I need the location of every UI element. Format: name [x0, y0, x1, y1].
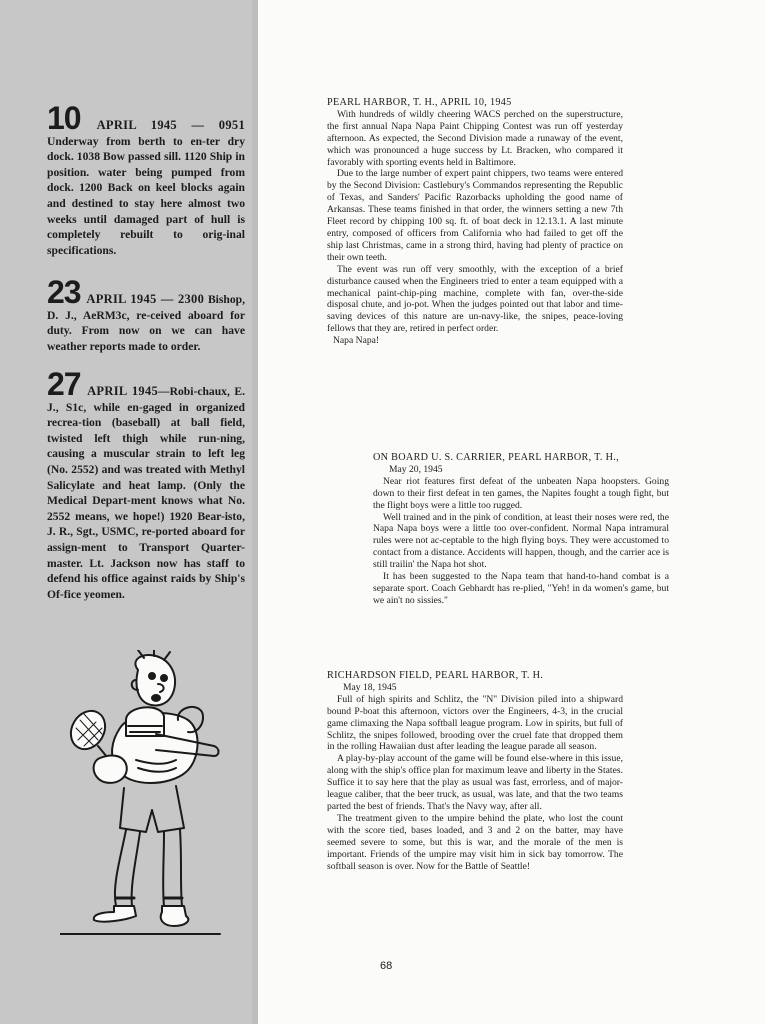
log-header: APRIL 1945 — 0951	[96, 118, 245, 132]
article-signoff: Napa Napa!	[333, 335, 380, 347]
log-day: 10	[47, 100, 81, 136]
article-dateline: RICHARDSON FIELD, PEARL HARBOR, T. H.	[327, 670, 544, 681]
article-paragraph: With hundreds of wildly cheering WACS perched on the superstructure, the first annual Napa Napa Paint Chipping Contest was run off yesterday afternoon. As expected, the Second Division made a runaway of the event, which was pronounced a huge success by Lt. Bracken, who compared it favorably with sporting events held in Baltimore.	[327, 108, 623, 168]
log-text: Bishop, D. J., AeRM3c, re-ceived aboard for duty. From now on we can have weather reports made to order.	[47, 293, 246, 353]
log-text: Underway from berth to en-ter dry dock. 1038 Bow passed sill. 1120 Ship in position. water being pumped from dock. 1200 Back on keel blocks again and destined to stay here almost two weeks until damaged part of hull is completely rebuilt to orig-inal specifications.	[47, 134, 245, 257]
log-day: 27	[47, 366, 81, 402]
article-paragraph: Well trained and in the pink of condition, at least their noses were red, the Napa Napa boys were a little too over-confident. Normal Napa intramural rules were not ac-ceptable to the high flying boys. They were accustomed to contact from a distance. Accidents will happen, though, and the carrier ace is still trailin' the Napa hot shot.	[373, 511, 669, 571]
log-text: —Robi-chaux, E. J., S1c, while en-gaged in organized recrea-tion (baseball) at ball field, twisted left thigh while run-ning, causing a muscular strain to left leg (No. 2552) and was treated with Methyl Salicylate and heat lamp. (Only the Medical Depart-ment knows what No. 2552 means, we hope!) 1920 Bear-isto, J. R., Sgt., USMC, re-ported aboard for assign-ment to Transport Quarter-master. Lt. Jackson now has staff to defend his office against raids by Ship's Of-fice yeomen.	[47, 385, 246, 601]
log-day: 23	[47, 274, 81, 310]
article-paragraph: A play-by-play account of the game will be found else-where in this issue, along with the ship's office plan for maximum leave and liberty in the States. Suffice it to say here that the play as usual was fast, errorless, and of major-league caliber, that the beer truck, as usual, was late, and that the two teams parted the best of friends. That's the Navy way, after all.	[327, 753, 623, 812]
log-entry	[47, 274, 246, 354]
article-date: May 18, 1945	[343, 681, 397, 693]
sidebar-edge	[252, 0, 258, 1024]
article-paragraph: It has been suggested to the Napa team that hand-to-hand combat is a separate sport. Coach Gebhardt has re-plied, "Yeh! in da women's game, but we ain't no sissies."	[373, 571, 669, 606]
log-entry	[47, 100, 245, 258]
log-header: APRIL 1945 — 2300	[86, 292, 205, 306]
page-number: 68	[380, 960, 393, 972]
article-paragraph: The event was run off very smoothly, with the exception of a brief disturbance caused when the Engineers tried to enter a team equipped with a mechanical paint-chip-ping machine, complete with fan, over-the-side disposal chute, and jo-pot. When the judges pointed out that labor and time-saving devices of this nature are un-navy-like, the snipes, peace-loving fellows that they are, retired in perfect order.	[327, 263, 623, 335]
log-sidebar	[0, 0, 258, 1024]
article-paragraph: Full of high spirits and Schlitz, the "N" Division piled into a shipward bound P-boat this afternoon, victors over the Engineers, 4-3, in the crucial game climaxing the Napa softball league program. Low in spirits, but full of Schlitz, the snipes followed, brooding over the cruel fate that dropped them in the rolling Hawaiian dust after leading the league parade all season.	[327, 693, 623, 753]
log-entry	[47, 366, 246, 602]
article-paint-chipping	[327, 97, 623, 347]
article-dateline: ON BOARD U. S. CARRIER, PEARL HARBOR, T. H.,	[373, 452, 619, 463]
article-paragraph: The treatment given to the umpire behind the plate, who lost the count with the score tied, bases loaded, and 3 and 2 on the batter, may have seemed severe to some, but this is war, and the morale of the men is important. Friends of the umpire may visit him in sick bay tomorrow. The softball season is over. Now for the Battle of Seattle!	[327, 812, 623, 872]
log-header: APRIL 1945	[87, 384, 159, 398]
article-basketball	[373, 452, 669, 607]
article-dateline: PEARL HARBOR, T. H., APRIL 10, 1945	[327, 97, 512, 108]
article-softball	[327, 670, 623, 872]
cartoon-sailor-illustration	[60, 650, 230, 950]
article-paragraph: Due to the large number of expert paint chippers, two teams were entered by the Second Division: Castlebury's Commandos representing the Republic of Texas, and Sanders' Pacific Razorbacks upholding the good name of Arkansas. These teams finished in that order, the winners setting a new 7th Fleet record by chipping 100 sq. ft. of boat deck in 12.13.1. A last minute entry, composed of officers from California who had failed to get off the ship last Christmas, came in a strong third, having had plenty of practice on their own teeth.	[327, 168, 623, 263]
article-date: May 20, 1945	[389, 463, 443, 475]
article-paragraph: Near riot features first defeat of the unbeaten Napa hoopsters. Going down to their first defeat in ten games, the Napites fought a tough fight, but the flight boys were a little too rugged.	[373, 475, 669, 511]
